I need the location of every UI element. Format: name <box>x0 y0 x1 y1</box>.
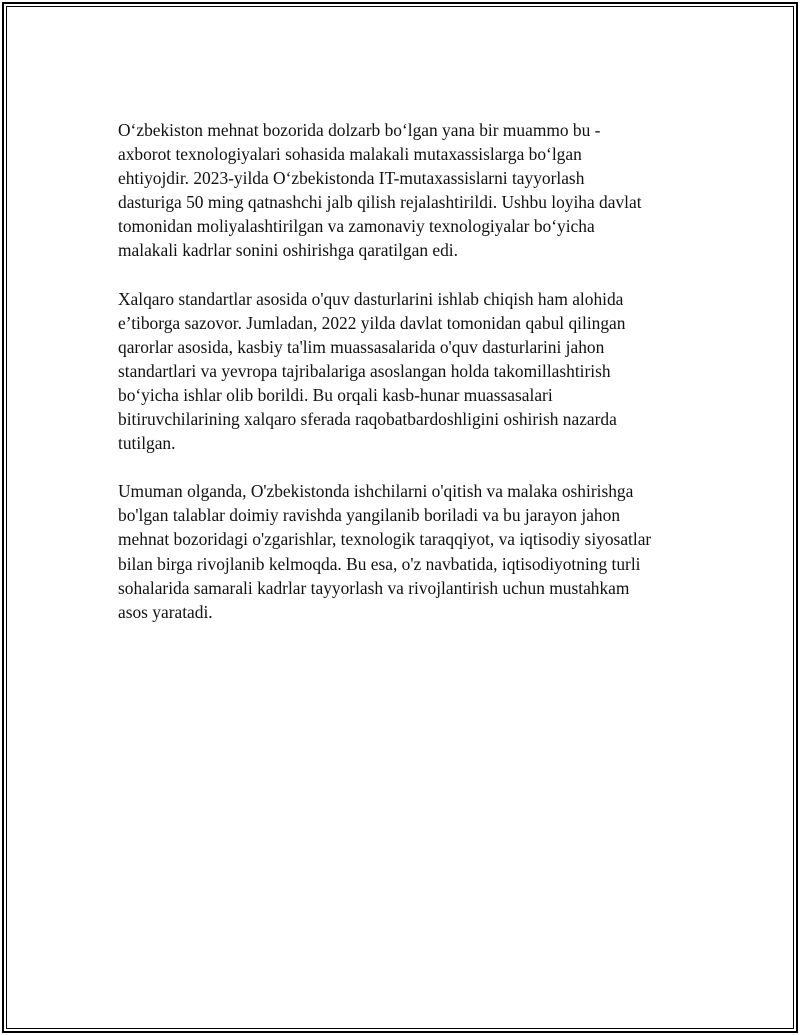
paragraph-it-specialists <box>118 118 698 263</box>
paragraph-conclusion <box>118 479 698 624</box>
text-line: e’tiborga sazovor. Jumladan, 2022 yilda davlat tomonidan qabul qilingan <box>118 312 626 333</box>
paragraph-international-standards <box>118 287 698 456</box>
text-line: sohalarida samarali kadrlar tayyorlash va rivojlantirish uchun mustahkam <box>118 577 630 598</box>
text-line: qarorlar asosida, kasbiy ta'lim muassasalarida o'quv dasturlarini jahon <box>118 336 605 357</box>
text-line: mehnat bozoridagi o'zgarishlar, texnologik taraqqiyot, va iqtisodiy siyosatlar <box>118 529 652 550</box>
text-line: asos yaratadi. <box>118 601 213 622</box>
text-line: bitiruvchilarining xalqaro sferada raqobatbardoshligini oshirish nazarda <box>118 409 617 430</box>
text-line: dasturiga 50 ming qatnashchi jalb qilish rejalashtirildi. Ushbu loyiha davlat <box>118 192 642 213</box>
document-body <box>118 118 698 648</box>
text-line: bo'lgan talablar doimiy ravishda yangilanib boriladi va bu jarayon jahon <box>118 505 621 526</box>
text-line: bilan birga rivojlanib kelmoqda. Bu esa, o'z navbatida, iqtisodiyotning turli <box>118 553 641 574</box>
text-line: axborot texnologiyalari sohasida malakali mutaxassislarga bo‘lgan <box>118 144 582 165</box>
text-line: malakali kadrlar sonini oshirishga qaratilgan edi. <box>118 240 458 261</box>
text-line: bo‘yicha ishlar olib borildi. Bu orqali kasb-hunar muassasalari <box>118 384 553 405</box>
text-line: Umuman olganda, O'zbekistonda ishchilarni o'qitish va malaka oshirishga <box>118 481 634 502</box>
text-line: tutilgan. <box>118 433 176 454</box>
text-line: O‘zbekiston mehnat bozorida dolzarb bo‘lgan yana bir muammo bu - <box>118 120 601 140</box>
text-line: ehtiyojdir. 2023-yilda O‘zbekistonda IT-mutaxassislarni tayyorlash <box>118 168 585 189</box>
text-line: Xalqaro standartlar asosida o'quv dasturlarini ishlab chiqish ham alohida <box>118 288 624 309</box>
text-line: standartlari va yevropa tajribalariga asoslangan holda takomillashtirish <box>118 360 611 381</box>
text-line: tomonidan moliyalashtirilgan va zamonaviy texnologiyalar bo‘yicha <box>118 216 595 237</box>
